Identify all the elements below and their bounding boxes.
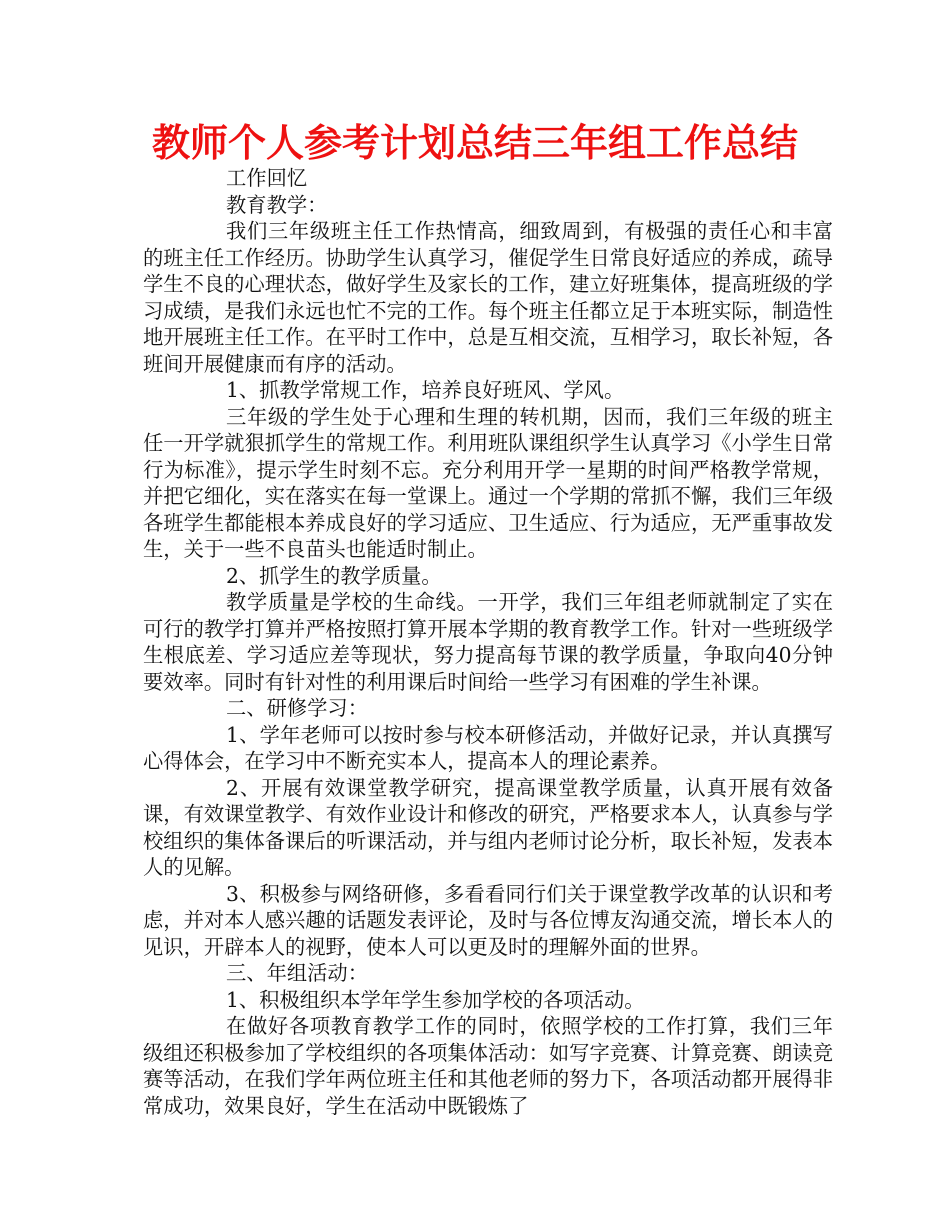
paragraph: 教育教学： bbox=[226, 192, 328, 217]
document-body bbox=[143, 165, 833, 1119]
paragraph: 在做好各项教育教学工作的同时，依照学校的工作打算，我们三年级组还积极参加了学校组织的各项集体活动：如写字竞赛、计算竞赛、朗读竞赛等活动，在我们学年两位班主任和其他老师的努力下，各项活动都开展得非常成功，效果良好，学生在活动中既锻炼了 bbox=[143, 1014, 833, 1118]
paragraph: 三、年组活动： bbox=[226, 961, 368, 985]
document-title: 教师个人参考计划总结三年组工作总结 bbox=[151, 121, 798, 165]
paragraph: 1、积极组织本学年学生参加学校的各项活动。 bbox=[226, 987, 645, 1012]
paragraph: 三年级的学生处于心理和生理的转机期，因而，我们三年级的班主任一开学就狠抓学生的常规工作。利用班队课组织学生认真学习《小学生日常行为标准》，提示学生时刻不忘。充分利用开学一星期的时间严格教学常规，并把它细化，实在落实在每一堂课上。通过一个学期的常抓不懈，我们三年级各班学生都能根本养成良好的学习适应、卫生适应、行为适应，无严重事故发生，关于一些不良苗头也能适时制止。 bbox=[143, 404, 833, 561]
paragraph: 3、积极参与网络研修，多看看同行们关于课堂教学改革的认识和考虑，并对本人感兴趣的话题发表评论，及时与各位博友沟通交流，增长本人的见识，开辟本人的视野，使本人可以更及时的理解外面的世界。 bbox=[143, 881, 833, 959]
paragraph: 1、抓教学常规工作，培养良好班风、学风。 bbox=[226, 378, 625, 402]
paragraph: 1、学年老师可以按时参与校本研修活动，并做好记录，并认真撰写心得体会，在学习中不断充实本人，提高本人的理论素养。 bbox=[143, 722, 833, 773]
paragraph: 我们三年级班主任工作热情高，细致周到，有极强的责任心和丰富的班主任工作经历。协助学生认真学习，催促学生日常良好适应的养成，疏导学生不良的心理状态，做好学生及家长的工作，建立好班集体，提高班级的学习成绩，是我们永远也忙不完的工作。每个班主任都立足于本班实际，制造性地开展班主任工作。在平时工作中，总是互相交流，互相学习，取长补短，各班间开展健康而有序的活动。 bbox=[143, 219, 833, 376]
paragraph: 二、研修学习： bbox=[226, 696, 368, 720]
paragraph: 工作回忆 bbox=[226, 166, 308, 190]
paragraph: 2、抓学生的教学质量。 bbox=[226, 563, 442, 588]
paragraph: 2、开展有效课堂教学研究，提高课堂教学质量，认真开展有效备课，有效课堂教学、有效作业设计和修改的研究，严格要求本人，认真参与学校组织的集体备课后的听课活动，并与组内老师讨论分析，取长补短，发表本人的见解。 bbox=[143, 775, 833, 879]
paragraph: 教学质量是学校的生命线。一开学，我们三年组老师就制定了实在可行的教学打算并严格按照打算开展本学期的教育教学工作。针对一些班级学生根底差、学习适应差等现状，努力提高每节课的教学质量，争取向40分钟要效率。同时有针对性的利用课后时间给一些学习有困难的学生补课。 bbox=[143, 590, 833, 694]
